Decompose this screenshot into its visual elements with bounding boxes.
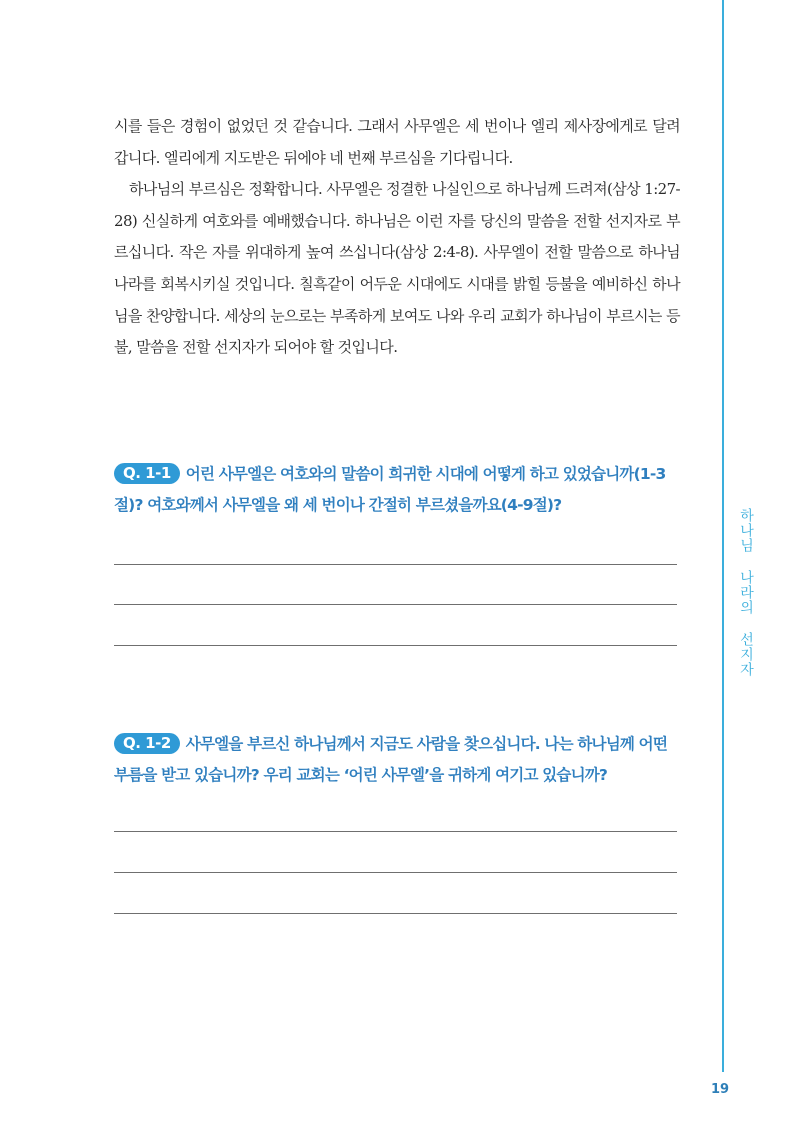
body-paragraph: 시를 들은 경험이 없었던 것 같습니다. 그래서 사무엘은 세 번이나 엘리 제사장에게로 달려갑니다. 엘리에게 지도받은 뒤에야 네 번째 부르심을 기다립니다. xyxy=(114,117,680,167)
answer-line[interactable] xyxy=(114,872,677,873)
side-accent-rule xyxy=(722,0,724,1072)
body-paragraph: 하나님의 부르심은 정확합니다. 사무엘은 정결한 나실인으로 하나님께 드려져(삼상 1:27-28) 신실하게 여호와를 예배했습니다. 하나님은 이런 자를 당신의 말씀을 전할 선지자로 부르십니다. 작은 자를 위대하게 높여 쓰십니다(삼상 2:4-8). 사무엘이 전할 말씀으로 하나님 나라를 회복시키실 것입니다. 칠흑같이 어두운 시대에도 시대를 밝힐 등불을 예비하신 하나님을 찬양합니다. 세상의 눈으로는 부족하게 보여도 나와 우리 교회가 하나님이 부르시는 등불, 말씀을 전할 선지자가 되어야 할 것입니다. xyxy=(114,180,680,357)
answer-line[interactable] xyxy=(114,831,677,832)
question-badge: Q. 1-1 xyxy=(114,463,180,484)
question-1-2 xyxy=(114,729,684,791)
answer-line[interactable] xyxy=(114,913,677,914)
question-text: 어린 사무엘은 여호와의 말씀이 희귀한 시대에 어떻게 하고 있었습니까(1-3절)? 여호와께서 사무엘을 왜 세 번이나 간절히 부르셨을까요(4-9절)? xyxy=(114,465,666,514)
question-badge: Q. 1-2 xyxy=(114,733,180,754)
body-text xyxy=(114,111,680,364)
page-number: 19 xyxy=(710,1082,730,1097)
answer-line[interactable] xyxy=(114,645,677,646)
answer-line[interactable] xyxy=(114,564,677,565)
question-text: 사무엘을 부르신 하나님께서 지금도 사람을 찾으십니다. 나는 하나님께 어떤 부름을 받고 있습니까? 우리 교회는 ‘어린 사무엘’을 귀하게 여기고 있습니까? xyxy=(114,735,668,784)
chapter-side-title: 하나님 나라의 선지자 xyxy=(738,508,754,677)
question-1-1 xyxy=(114,459,684,521)
answer-line[interactable] xyxy=(114,604,677,605)
